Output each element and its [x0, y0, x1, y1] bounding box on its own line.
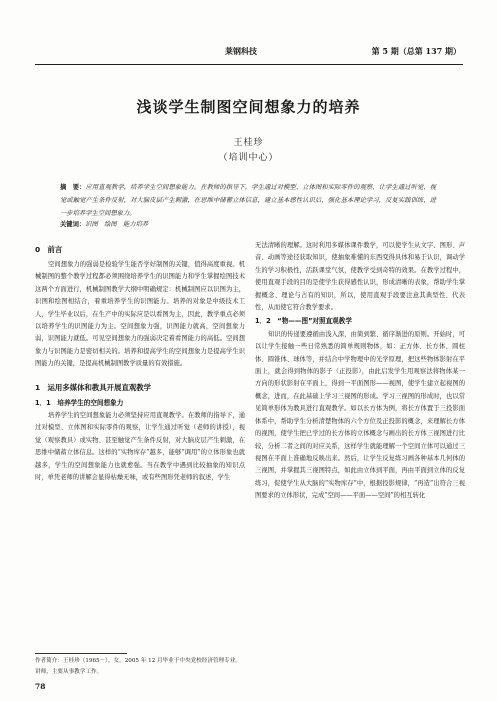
- journal-name: 莱钢科技: [225, 46, 257, 56]
- author-footnote: 作者简介：王桂珍（1965－），女，2005 年 12 月毕业于中央党校经济管理专业。讲师，主要从事教学工作。: [35, 658, 241, 675]
- keywords-text: 识图 绘图 能力培养: [85, 221, 149, 228]
- section-heading-1: 1 运用多媒体和教具开展直观教学: [35, 382, 152, 392]
- section-heading-intro: 0 前言: [35, 245, 63, 254]
- subsection-heading-1-1: 1．1 培养学生的空间想象力: [35, 398, 124, 407]
- abstract-label: 摘 要：: [60, 184, 86, 191]
- page-number: 78: [35, 682, 46, 691]
- subsection-heading-1-2: 1．2 “物——图”对照直观教学: [255, 317, 352, 326]
- keywords: [60, 219, 436, 231]
- abstract-text: 应用直观教学，培养学生空间想象能力。在教师的指导下，学生通过对模型、立体图和实际零件的观察，让学生通过听觉、视觉或触觉产生条件反射，对大脑皮层产生刺激，在思维中储蓄立体信息，建立基本感性认识后，强化基本理论学习，反复实践训练，进一步培养学生空间想象力。: [60, 184, 437, 218]
- abstract: [60, 181, 436, 221]
- article-title: 浅谈学生制图空间想象力的培养: [136, 98, 361, 116]
- author-name: 王桂珍: [233, 138, 264, 148]
- paragraph: 空间想象力的强弱是检验学生能否学好制图的关键，值得高度重视。机械制图的整个教学过程都必须围绕培养学生的识图能力和学生掌握绘图技术这两个方面进行，机械制图教学大纲中明确规定：机械制图应以识图为主，识图和绘图相结合，着重培养学生的识图能力。培养的对象是中级技术工人，学生毕业以后，在生产中的实际应是以看图为主，因此，教学重点必须以培养学生的识图能力为主。空间想象力强，识图能力就高，空间想象力弱，识图能力就低。可见空间想象力的强弱决定着看图能力的高低。空间想象力与识图能力是密切相关的。培养和提高学生的空间想象力是提高学生识图能力的关键，是提高机械制图教学质量的有效措施。: [35, 261, 245, 368]
- keywords-label: 关键词：: [60, 221, 86, 228]
- paragraph: 无法清晰的理解。这时利用多媒体课件教学，可以使学生从文字、图形、声音、动画等途径获取知识，使抽象难懂的东西变得具体和易于认识，调动学生的学习积极性，活跃课堂气氛，使教学受到奇特的效果。在教学过程中，使用直观手段的目的是使学生获得感性认识，形成清晰的表象，帮助学生掌握概念、理论与占有的知识，所以，使用直观手段要注意其典型性、代表性，从而使它符合教学要求。: [255, 242, 465, 312]
- footnote-divider: [35, 653, 127, 654]
- right-column: [255, 240, 465, 503]
- paragraph: 培养学生的空间想象能力必须坚持应用直观教学。在教师的指导下，通过对模型、立体图和实际零件的观察，让学生通过听觉（老师的讲授），视觉（观察教具）或实物、甚至触觉产生条件反射，对大脑皮层产生刺激，在思维中储蓄立体信息。这样的“实物库存”越多，能够“调用”的立体形象也就越多，学生的空间想象能力也就愈强。当在教学中遇到比较抽象的知识点时，单凭老师的讲解会显得枯燥无味，或有些图形凭老师的叙述，学生: [35, 412, 245, 482]
- issue-number: 第 5 期（总第 137 期）: [371, 46, 461, 56]
- left-column: [35, 240, 245, 485]
- paragraph: 知识的传递要遵循由浅入深，由简到繁、循序渐进的原则。开始时，可以让学生接触一些日常熟悉的简单规则物体，如：正方体、长方体、圆柱体、圆锥体、球体等，并结合中学物理中的光学原理，把这些物体影射在平面上，就会得到物体的影子（正投影），由此启发学生用观察法将物体某一方向的形状影射在平面上，得到一平面图形——视图，使学生建立起视图的概念，进而，在此基础上学习三视图的形成。学习三视图的形成时，也以常见简单形体为教具进行直观教学。如以长方体为例，将长方体置于三投影面体系中，帮助学生分析清楚物体的六个方位及正投影的概念，来理解长方体的视图，使学生把已学过的长方体的立体概念与画出的长方体三视图进行比较，分析二者之间的对应关系，这样学生就能理解一个空间立体可以通过三视图在平面上准确地反映出来。然后，让学生反复练习画各种基本几何体的三视图，并掌握其三视图特点，如此由立体到平面，再由平面到立体的反复练习，促使学生从大脑的“实物库存”中，根据投影规律，“再造”出符合三视图要求的立体形状，完成“空间——平面——空间”的相互转化: [255, 330, 465, 500]
- running-header: [35, 40, 463, 65]
- author-affiliation: （培训中心）: [218, 153, 279, 163]
